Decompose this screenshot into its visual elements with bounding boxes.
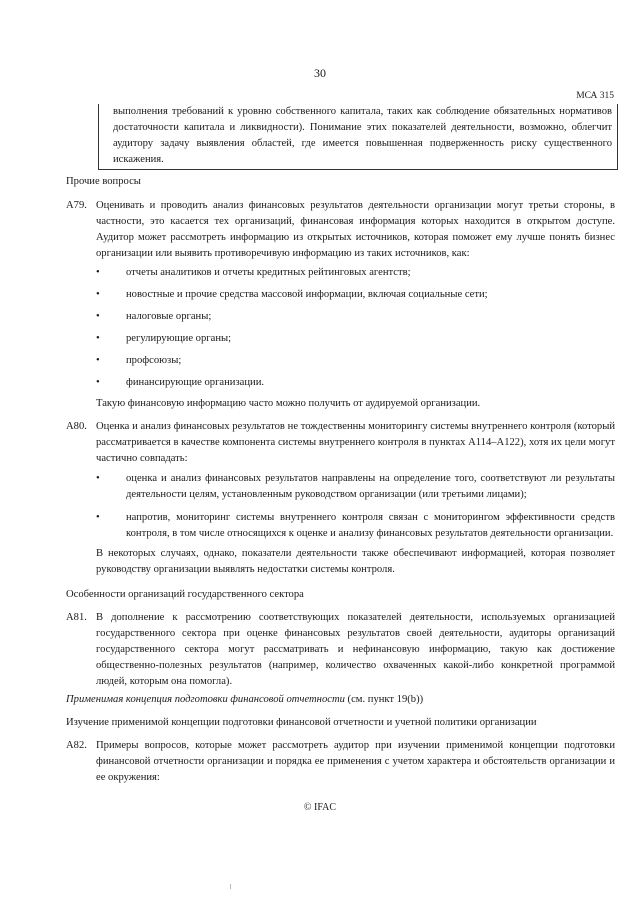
bullet-icon: • [96, 311, 100, 322]
paragraph-a81 [66, 610, 615, 690]
paragraph-text: Оценка и анализ финансовых результатов не тождественны мониторингу системы внутреннего контроля (который рассматривается в качестве компонента системы внутреннего контроля в пунктах A114–A122), хотя их цели могут частично совпадать: [96, 421, 615, 464]
bullet-icon: • [96, 267, 100, 278]
paragraph-a80 [66, 419, 615, 467]
bullet-list-a79 [96, 265, 615, 391]
heading-other-questions: Прочие вопросы [66, 176, 141, 187]
heading-reference: (см. пункт 19(b)) [344, 694, 424, 705]
paragraph-number: A80. [66, 421, 87, 432]
heading-study-framework: Изучение применимой концепции подготовки финансовой отчетности и учетной политики организации [66, 717, 537, 728]
list-item: • отчеты аналитиков и отчеты кредитных рейтинговых агентств; [96, 265, 615, 281]
footer-copyright: © IFAC [303, 802, 337, 813]
paragraph-number: A82. [66, 740, 87, 751]
list-item: • регулирующие органы; [96, 331, 615, 347]
paragraph-text: Примеры вопросов, которые может рассмотреть аудитор при изучении применимой концепции подготовки финансовой отчетности организации и порядка ее применения с учетом характера и обстоятельств организации и ее окружения: [96, 740, 615, 783]
list-item: • финансирующие организации. [96, 375, 615, 391]
heading-public-sector: Особенности организаций государственного сектора [66, 589, 304, 600]
paragraph-a79 [66, 198, 615, 262]
bullet-icon: • [96, 512, 100, 523]
bullet-icon: • [96, 377, 100, 388]
paragraph-number: A79. [66, 200, 87, 211]
list-item: • напротив, мониторинг системы внутреннего контроля связан с мониторингом эффективности средств контроля, в том числе относящихся к оценке и анализу финансовых результатов деятельности организации. [96, 512, 615, 539]
bullet-icon: • [96, 289, 100, 300]
list-item: • новостные и прочие средства массовой информации, включая социальные сети; [96, 287, 615, 303]
bullet-icon: • [96, 473, 100, 484]
list-item: • оценка и анализ финансовых результатов направлены на определение того, соответствуют ли результаты деятельности целям, установленным руководством организации (или третьими лицами); [96, 473, 615, 500]
list-item: • налоговые органы; [96, 309, 615, 325]
standard-label: МСА 315 [576, 91, 614, 101]
boxed-continuation-text: выполнения требований к уровню собственного капитала, таких как соблюдение обязательных нормативов достаточности капитала и ликвидности). Понимание этих показателей деятельности, возможно, облегчит аудитору задачу выявления областей, где имеется повышенная подверженность риску существенного искажения. [98, 104, 618, 170]
bullet-list-a80 [96, 471, 615, 542]
bullet-icon: • [96, 355, 100, 366]
a79-closing-text: Такую финансовую информацию часто можно получить от аудируемой организации. [96, 398, 481, 409]
a80-closing-text: В некоторых случаях, однако, показатели деятельности также обеспечивают информацией, которая позволяет руководству организации выявлять недостатки системы контроля. [96, 548, 615, 575]
paragraph-number: A81. [66, 612, 87, 623]
scan-mark [230, 884, 231, 889]
paragraph-text: Оценивать и проводить анализ финансовых результатов деятельности организации могут третьи стороны, в частности, это касается тех организаций, финансовая информация которых находится в открытом доступе. Аудитор может рассмотреть информацию из открытых источников, которая поможет ему лучше понять бизнес организации или выявить противоречивую информацию из таких источников, как: [96, 200, 615, 259]
paragraph-text: В дополнение к рассмотрению соответствующих показателей деятельности, используемых организацией государственного сектора при оценке финансовых результатов своей деятельности, аудиторы организаций государственного сектора могут рассматривать и нефинансовую информацию, такую как достижение общественно-полезных результатов (например, количество охваченных какой-либо конкретной программой людей, которым она помогла). [96, 612, 615, 687]
bullet-icon: • [96, 333, 100, 344]
heading-applicable-framework [66, 692, 423, 708]
page-number: 30 [314, 66, 326, 80]
paragraph-a82 [66, 738, 615, 786]
list-item: • профсоюзы; [96, 353, 615, 369]
heading-italic-part: Применимая концепция подготовки финансовой отчетности [66, 694, 345, 705]
